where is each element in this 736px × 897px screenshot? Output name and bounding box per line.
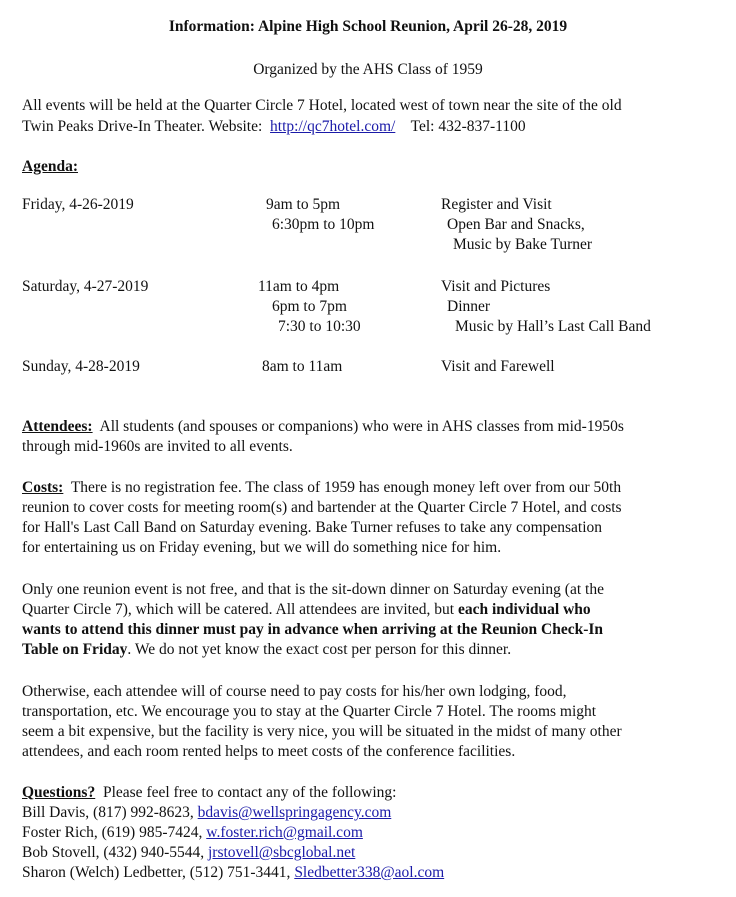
contact-email-link[interactable]: jrstovell@sbcglobal.net bbox=[208, 844, 356, 861]
costs-text: There is no registration fee. The class of 1959 has enough money left over from our 50th bbox=[70, 479, 622, 496]
dinner-notice: each individual who bbox=[458, 601, 591, 618]
dinner-line bbox=[22, 640, 511, 661]
agenda-event: Dinner bbox=[447, 298, 491, 315]
agenda-day: Sunday, 4-28-2019 bbox=[22, 358, 140, 375]
contact-info: Bill Davis, (817) 992-8623, bbox=[22, 804, 198, 821]
website-link[interactable]: http://qc7hotel.com/ bbox=[270, 118, 396, 135]
costs-line: for Hall's Last Call Band on Saturday evening. Bake Turner refuses to take any compensation bbox=[22, 519, 603, 536]
contact-row bbox=[22, 843, 355, 864]
costs-line-1 bbox=[22, 478, 621, 499]
lodging-line: Otherwise, each attendee will of course need to pay costs for his/her own lodging, food, bbox=[22, 683, 567, 700]
agenda-event: Open Bar and Snacks, bbox=[447, 216, 585, 233]
dinner-line: Only one reunion event is not free, and that is the sit-down dinner on Saturday evening (at the bbox=[22, 581, 604, 598]
dinner-text: Quarter Circle 7), which will be catered. All attendees are invited, but bbox=[22, 601, 458, 618]
costs-line: reunion to cover costs for meeting room(s) and bartender at the Quarter Circle 7 Hotel, and costs bbox=[22, 499, 622, 516]
agenda-event: Visit and Farewell bbox=[441, 358, 555, 375]
agenda-time: 6:30pm to 10pm bbox=[272, 216, 375, 233]
contact-email-link[interactable]: w.foster.rich@gmail.com bbox=[206, 824, 363, 841]
agenda-time: 7:30 to 10:30 bbox=[278, 318, 361, 335]
lodging-line: attendees, and each room rented helps to meet costs of the conference facilities. bbox=[22, 743, 516, 760]
contact-row bbox=[22, 863, 444, 884]
dinner-notice: wants to attend this dinner must pay in advance when arriving at the Reunion Check-In bbox=[22, 621, 604, 638]
agenda-time: 8am to 11am bbox=[262, 358, 343, 375]
questions-text: Please feel free to contact any of the following: bbox=[102, 784, 397, 801]
contact-row bbox=[22, 803, 391, 824]
agenda-heading: Agenda: bbox=[22, 158, 78, 175]
agenda-day: Saturday, 4-27-2019 bbox=[22, 278, 149, 295]
costs-heading: Costs: bbox=[22, 479, 64, 496]
lodging-line: transportation, etc. We encourage you to stay at the Quarter Circle 7 Hotel. The rooms might bbox=[22, 703, 597, 720]
agenda-event: Visit and Pictures bbox=[441, 278, 551, 295]
hotel-phone: Tel: 432-837-1100 bbox=[410, 118, 526, 135]
agenda-time: 11am to 4pm bbox=[258, 278, 340, 295]
contact-email-link[interactable]: bdavis@wellspringagency.com bbox=[197, 804, 392, 821]
agenda-time: 6pm to 7pm bbox=[272, 298, 347, 315]
agenda-event: Music by Hall’s Last Call Band bbox=[455, 318, 651, 335]
intro-line-2 bbox=[22, 117, 526, 138]
attendees-line-2: through mid-1960s are invited to all events. bbox=[22, 438, 293, 455]
dinner-text: . We do not yet know the exact cost per person for this dinner. bbox=[127, 641, 512, 658]
costs-line: for entertaining us on Friday evening, but we will do something nice for him. bbox=[22, 539, 502, 556]
page-subtitle: Organized by the AHS Class of 1959 bbox=[253, 61, 483, 78]
page-title: Information: Alpine High School Reunion, April 26-28, 2019 bbox=[168, 18, 568, 35]
agenda-event: Music by Bake Turner bbox=[453, 236, 593, 253]
agenda-time: 9am to 5pm bbox=[266, 196, 341, 213]
agenda-event: Register and Visit bbox=[441, 196, 552, 213]
questions-line bbox=[22, 783, 397, 804]
contact-info: Bob Stovell, (432) 940-5544, bbox=[22, 844, 208, 861]
attendees-text: All students (and spouses or companions) who were in AHS classes from mid-1950s bbox=[99, 418, 624, 435]
dinner-line bbox=[22, 600, 591, 621]
agenda-day: Friday, 4-26-2019 bbox=[22, 196, 134, 213]
contact-info: Foster Rich, (619) 985-7424, bbox=[22, 824, 207, 841]
dinner-notice: Table on Friday bbox=[22, 641, 128, 658]
intro-line-2-text: Twin Peaks Drive-In Theater. Website: bbox=[22, 118, 263, 135]
intro-line-1: All events will be held at the Quarter Circle 7 Hotel, located west of town near the site of the old bbox=[22, 97, 622, 114]
questions-heading: Questions? bbox=[22, 784, 96, 801]
lodging-line: seem a bit expensive, but the facility is very nice, you will be situated in the midst of many other bbox=[22, 723, 622, 740]
attendees-heading: Attendees: bbox=[22, 418, 93, 435]
contact-info: Sharon (Welch) Ledbetter, (512) 751-3441, bbox=[22, 864, 295, 881]
attendees-line-1 bbox=[22, 417, 624, 438]
contact-email-link[interactable]: Sledbetter338@aol.com bbox=[294, 864, 445, 881]
contact-row bbox=[22, 823, 363, 844]
